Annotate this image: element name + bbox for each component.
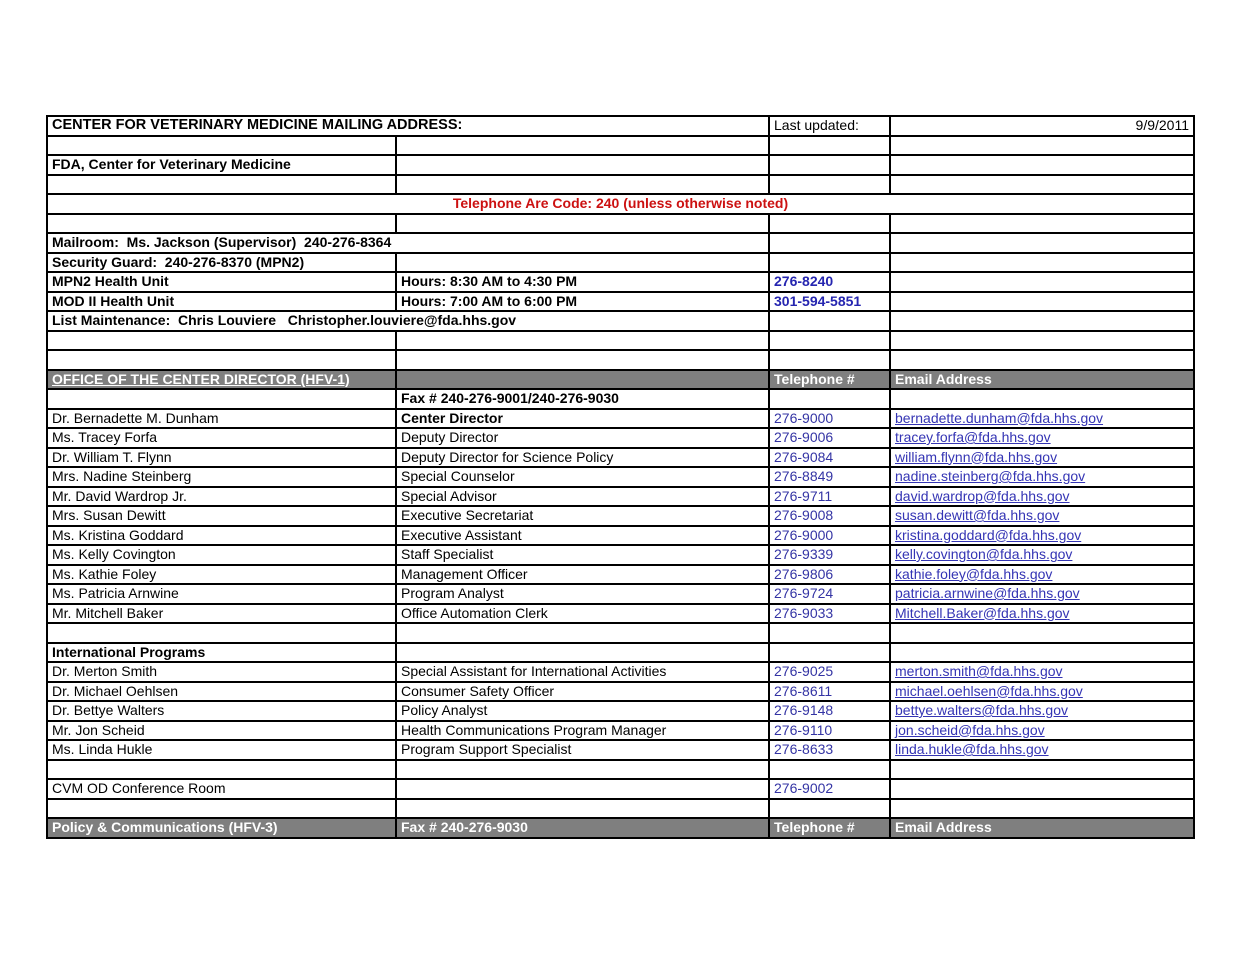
- job-title: Program Analyst: [396, 584, 769, 604]
- phone-number: 276-9110: [769, 721, 890, 741]
- phone-number: 276-9339: [769, 545, 890, 565]
- empty-cell: [769, 214, 890, 234]
- job-title: Executive Assistant: [396, 526, 769, 546]
- security-guard-info: Security Guard: 240-276-8370 (MPN2): [47, 253, 396, 273]
- job-title: Deputy Director: [396, 428, 769, 448]
- empty-cell: [890, 623, 1194, 643]
- email-link[interactable]: merton.smith@fda.hhs.gov: [890, 662, 1194, 682]
- person-name: Ms. Patricia Arnwine: [47, 584, 396, 604]
- job-title: Office Automation Clerk: [396, 604, 769, 624]
- table-row: [47, 662, 1194, 682]
- email-link[interactable]: patricia.arnwine@fda.hhs.gov: [890, 584, 1194, 604]
- person-name: Mrs. Susan Dewitt: [47, 506, 396, 526]
- empty-cell: [890, 136, 1194, 156]
- email-link[interactable]: susan.dewitt@fda.hhs.gov: [890, 506, 1194, 526]
- directory-table: [46, 115, 1195, 839]
- empty-cell: [396, 350, 769, 370]
- person-name: Mr. Mitchell Baker: [47, 604, 396, 624]
- table-row: [47, 604, 1194, 624]
- phone-number: 276-8849: [769, 467, 890, 487]
- column-header-email: Email Address: [890, 818, 1194, 838]
- table-row: [47, 760, 1194, 780]
- phone-number: 276-8240: [769, 272, 890, 292]
- job-title: Consumer Safety Officer: [396, 682, 769, 702]
- empty-cell: [890, 799, 1194, 819]
- empty-cell: [47, 389, 396, 409]
- list-maintenance-info: List Maintenance: Chris Louviere Christopher.louviere@fda.hhs.gov: [47, 311, 769, 331]
- phone-number: 276-9000: [769, 526, 890, 546]
- empty-cell: [769, 760, 890, 780]
- email-link[interactable]: david.wardrop@fda.hhs.gov: [890, 487, 1194, 507]
- table-row: [47, 448, 1194, 468]
- table-row: [47, 467, 1194, 487]
- empty-cell: [47, 623, 396, 643]
- person-name: Dr. William T. Flynn: [47, 448, 396, 468]
- phone-number: 276-8633: [769, 740, 890, 760]
- empty-cell: [47, 214, 396, 234]
- empty-cell: [890, 779, 1194, 799]
- empty-cell: [890, 331, 1194, 351]
- table-row: [47, 194, 1194, 214]
- health-unit-name: MPN2 Health Unit: [47, 272, 396, 292]
- email-link[interactable]: jon.scheid@fda.hhs.gov: [890, 721, 1194, 741]
- empty-cell: [396, 643, 769, 663]
- phone-number: 301-594-5851: [769, 292, 890, 312]
- person-name: Mr. Jon Scheid: [47, 721, 396, 741]
- phone-number: 276-9711: [769, 487, 890, 507]
- empty-cell: [769, 389, 890, 409]
- email-link[interactable]: michael.oehlsen@fda.hhs.gov: [890, 682, 1194, 702]
- empty-cell: [769, 350, 890, 370]
- table-row: [47, 136, 1194, 156]
- empty-cell: [47, 760, 396, 780]
- empty-cell: [890, 389, 1194, 409]
- table-row: [47, 623, 1194, 643]
- last-updated-label: Last updated:: [769, 116, 890, 136]
- email-link[interactable]: bettye.walters@fda.hhs.gov: [890, 701, 1194, 721]
- empty-cell: [890, 155, 1194, 175]
- health-unit-name: MOD II Health Unit: [47, 292, 396, 312]
- section-title: OFFICE OF THE CENTER DIRECTOR (HFV-1): [47, 370, 396, 390]
- table-row: [47, 643, 1194, 663]
- empty-cell: [890, 253, 1194, 273]
- table-body: [47, 116, 1194, 838]
- person-name: Dr. Merton Smith: [47, 662, 396, 682]
- fax-number: Fax # 240-276-9001/240-276-9030: [396, 389, 769, 409]
- phone-number: 276-9002: [769, 779, 890, 799]
- person-name: Ms. Tracey Forfa: [47, 428, 396, 448]
- job-title: Special Advisor: [396, 487, 769, 507]
- page-title: CENTER FOR VETERINARY MEDICINE MAILING ADDRESS:: [47, 116, 769, 136]
- person-name: Dr. Bettye Walters: [47, 701, 396, 721]
- empty-cell: [890, 214, 1194, 234]
- email-link[interactable]: kristina.goddard@fda.hhs.gov: [890, 526, 1194, 546]
- person-name: Dr. Michael Oehlsen: [47, 682, 396, 702]
- phone-number: 276-9025: [769, 662, 890, 682]
- empty-cell: [769, 233, 890, 253]
- empty-cell: [769, 331, 890, 351]
- empty-cell: [769, 799, 890, 819]
- phone-number: 276-8611: [769, 682, 890, 702]
- person-name: Mr. David Wardrop Jr.: [47, 487, 396, 507]
- table-row: [47, 740, 1194, 760]
- health-unit-hours: Hours: 8:30 AM to 4:30 PM: [396, 272, 769, 292]
- empty-cell: [890, 643, 1194, 663]
- empty-cell: [396, 253, 769, 273]
- fax-number: Fax # 240-276-9030: [396, 818, 769, 838]
- person-name: Ms. Kelly Covington: [47, 545, 396, 565]
- phone-number: 276-9724: [769, 584, 890, 604]
- table-row: [47, 331, 1194, 351]
- person-name: Dr. Bernadette M. Dunham: [47, 409, 396, 429]
- email-link[interactable]: bernadette.dunham@fda.hhs.gov: [890, 409, 1194, 429]
- table-row: [47, 565, 1194, 585]
- email-link[interactable]: tracey.forfa@fda.hhs.gov: [890, 428, 1194, 448]
- phone-number: 276-9084: [769, 448, 890, 468]
- table-row: [47, 214, 1194, 234]
- table-row: [47, 233, 1194, 253]
- table-row: [47, 818, 1194, 838]
- empty-cell: [769, 623, 890, 643]
- job-title: Program Support Specialist: [396, 740, 769, 760]
- job-title: Special Assistant for International Activities: [396, 662, 769, 682]
- person-name: Ms. Kristina Goddard: [47, 526, 396, 546]
- last-updated-date: 9/9/2011: [890, 116, 1194, 136]
- group-title: International Programs: [47, 643, 396, 663]
- empty-cell: [396, 331, 769, 351]
- phone-number: 276-9006: [769, 428, 890, 448]
- table-row: [47, 799, 1194, 819]
- empty-cell: [890, 233, 1194, 253]
- job-title: Policy Analyst: [396, 701, 769, 721]
- phone-number: 276-9008: [769, 506, 890, 526]
- table-row: [47, 389, 1194, 409]
- empty-cell: [769, 155, 890, 175]
- room-name: CVM OD Conference Room: [47, 779, 396, 799]
- empty-cell: [47, 331, 396, 351]
- empty-cell: [47, 350, 396, 370]
- health-unit-hours: Hours: 7:00 AM to 6:00 PM: [396, 292, 769, 312]
- table-row: [47, 721, 1194, 741]
- empty-cell: [396, 214, 769, 234]
- empty-cell: [890, 760, 1194, 780]
- person-name: Ms. Kathie Foley: [47, 565, 396, 585]
- table-row: [47, 701, 1194, 721]
- job-title: Management Officer: [396, 565, 769, 585]
- empty-cell: [396, 623, 769, 643]
- section-header-cell: [396, 370, 769, 390]
- table-row: [47, 409, 1194, 429]
- empty-cell: [396, 760, 769, 780]
- org-name: FDA, Center for Veterinary Medicine: [47, 155, 396, 175]
- table-row: [47, 175, 1194, 195]
- table-row: [47, 526, 1194, 546]
- area-code-notice: Telephone Are Code: 240 (unless otherwise noted): [47, 194, 1194, 214]
- job-title: Staff Specialist: [396, 545, 769, 565]
- empty-cell: [890, 350, 1194, 370]
- empty-cell: [47, 799, 396, 819]
- table-row: [47, 253, 1194, 273]
- table-row: [47, 682, 1194, 702]
- table-row: [47, 779, 1194, 799]
- empty-cell: [769, 253, 890, 273]
- email-link[interactable]: linda.hukle@fda.hhs.gov: [890, 740, 1194, 760]
- table-row: [47, 584, 1194, 604]
- empty-cell: [769, 175, 890, 195]
- email-link[interactable]: kathie.foley@fda.hhs.gov: [890, 565, 1194, 585]
- empty-cell: [890, 175, 1194, 195]
- job-title: Deputy Director for Science Policy: [396, 448, 769, 468]
- job-title: Health Communications Program Manager: [396, 721, 769, 741]
- empty-cell: [396, 136, 769, 156]
- phone-number: 276-9000: [769, 409, 890, 429]
- table-row: [47, 506, 1194, 526]
- table-row: [47, 428, 1194, 448]
- empty-cell: [396, 799, 769, 819]
- empty-cell: [47, 175, 396, 195]
- empty-cell: [769, 311, 890, 331]
- empty-cell: [890, 311, 1194, 331]
- phone-number: 276-9806: [769, 565, 890, 585]
- phone-number: 276-9033: [769, 604, 890, 624]
- person-name: Mrs. Nadine Steinberg: [47, 467, 396, 487]
- column-header-telephone: Telephone #: [769, 370, 890, 390]
- table-row: [47, 116, 1194, 136]
- table-row: [47, 545, 1194, 565]
- table-row: [47, 487, 1194, 507]
- empty-cell: [890, 272, 1194, 292]
- email-link[interactable]: william.flynn@fda.hhs.gov: [890, 448, 1194, 468]
- mailroom-info: Mailroom: Ms. Jackson (Supervisor) 240-276-8364: [47, 233, 769, 253]
- empty-cell: [396, 155, 769, 175]
- table-row: [47, 155, 1194, 175]
- empty-cell: [769, 136, 890, 156]
- table-row: [47, 292, 1194, 312]
- table-row: [47, 311, 1194, 331]
- empty-cell: [890, 292, 1194, 312]
- email-link[interactable]: kelly.covington@fda.hhs.gov: [890, 545, 1194, 565]
- job-title: Executive Secretariat: [396, 506, 769, 526]
- table-row: [47, 370, 1194, 390]
- empty-cell: [396, 779, 769, 799]
- table-row: [47, 272, 1194, 292]
- table-row: [47, 350, 1194, 370]
- person-name: Ms. Linda Hukle: [47, 740, 396, 760]
- empty-cell: [396, 175, 769, 195]
- email-link[interactable]: nadine.steinberg@fda.hhs.gov: [890, 467, 1194, 487]
- empty-cell: [769, 643, 890, 663]
- job-title: Center Director: [396, 409, 769, 429]
- phone-number: 276-9148: [769, 701, 890, 721]
- column-header-email: Email Address: [890, 370, 1194, 390]
- email-link[interactable]: Mitchell.Baker@fda.hhs.gov: [890, 604, 1194, 624]
- job-title: Special Counselor: [396, 467, 769, 487]
- section-title: Policy & Communications (HFV-3): [47, 818, 396, 838]
- empty-cell: [47, 136, 396, 156]
- column-header-telephone: Telephone #: [769, 818, 890, 838]
